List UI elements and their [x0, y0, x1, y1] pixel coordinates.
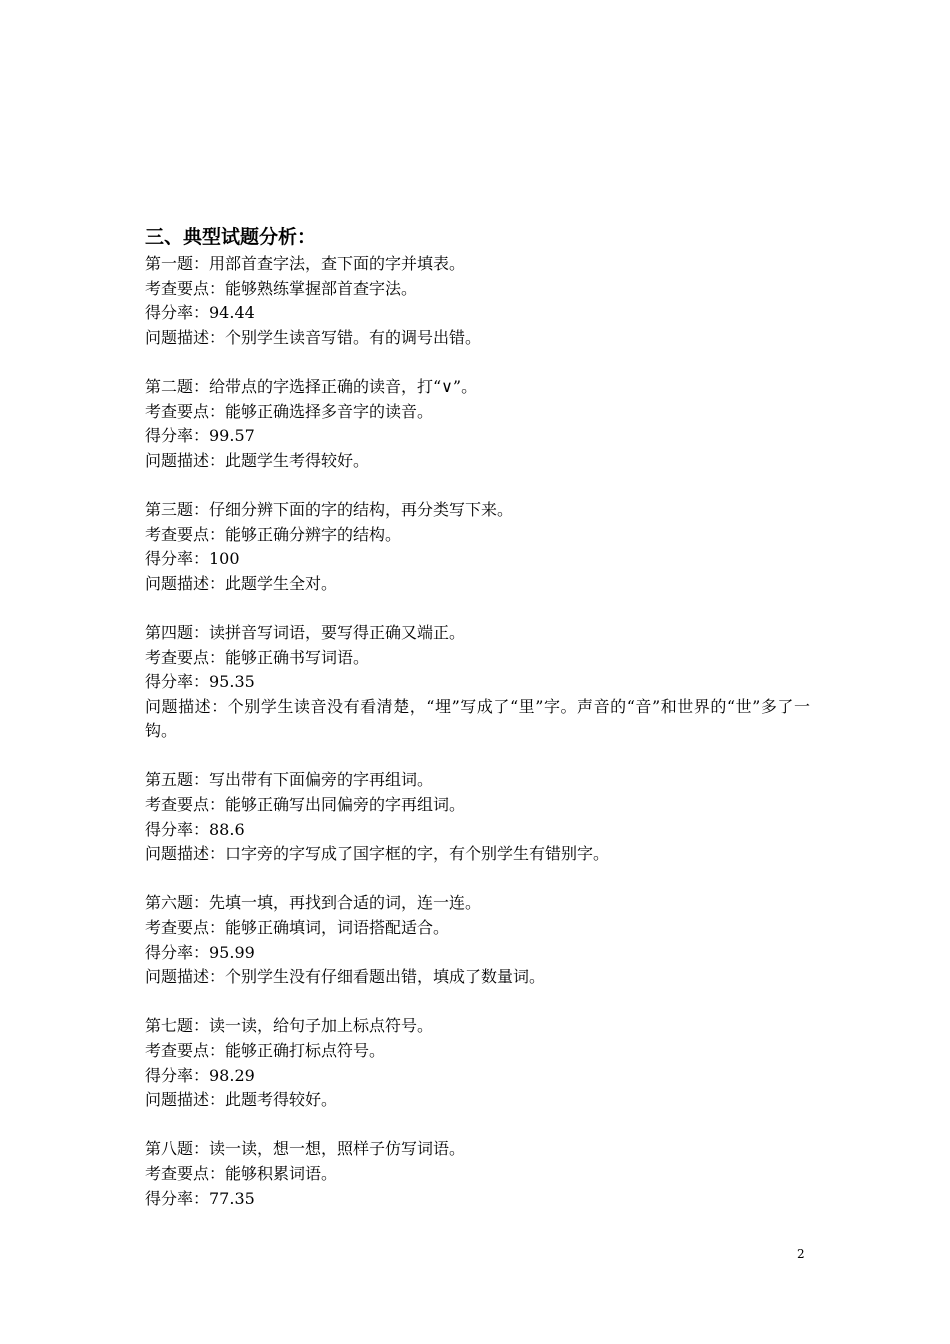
question-point: 考查要点：能够积累词语。 [145, 1163, 338, 1183]
question-issue: 问题描述：此题学生全对。 [145, 573, 338, 593]
question-point: 考查要点：能够正确写出同偏旁的字再组词。 [145, 795, 466, 815]
analysis-content [145, 222, 810, 1236]
question-3 [145, 498, 810, 596]
page-number: 2 [797, 1247, 805, 1261]
question-title: 第三题：仔细分辨下面的字的结构，再分类写下来。 [145, 499, 514, 519]
question-score: 得分率：95.99 [145, 942, 255, 962]
question-point: 考查要点：能够熟练掌握部首查字法。 [145, 278, 418, 298]
question-score: 得分率：88.6 [145, 819, 245, 839]
question-point: 考查要点：能够正确填词，词语搭配适合。 [145, 918, 450, 938]
section-heading: 三、典型试题分析： [145, 226, 317, 248]
question-title: 第二题：给带点的字选择正确的读音，打“∨”。 [145, 376, 478, 396]
question-issue: 问题描述：此题考得较好。 [145, 1090, 338, 1110]
question-point: 考查要点：能够正确书写词语。 [145, 647, 370, 667]
question-score: 得分率：77.35 [145, 1188, 255, 1208]
question-title: 第六题：先填一填，再找到合适的词，连一连。 [145, 893, 482, 913]
question-score: 得分率：99.57 [145, 426, 255, 446]
question-issue: 问题描述：口字旁的字写成了国字框的字，有个别学生有错别字。 [145, 844, 610, 864]
question-issue: 问题描述：此题学生考得较好。 [145, 450, 370, 470]
question-8 [145, 1137, 810, 1211]
question-point: 考查要点：能够正确打标点符号。 [145, 1041, 386, 1060]
question-2 [145, 375, 810, 473]
question-issue: 问题描述：个别学生没有仔细看题出错，填成了数量词。 [145, 967, 546, 987]
question-6 [145, 891, 810, 989]
question-title: 第五题：写出带有下面偏旁的字再组词。 [145, 770, 434, 790]
question-title: 第四题：读拼音写词语，要写得正确又端正。 [145, 622, 466, 642]
question-score: 得分率：100 [145, 549, 240, 569]
question-title: 第一题：用部首查字法，查下面的字并填表。 [145, 254, 466, 273]
question-title: 第八题：读一读，想一想，照样子仿写词语。 [145, 1139, 466, 1159]
question-1 [145, 252, 810, 350]
question-issue: 问题描述：个别学生读音没有看清楚，“埋”写成了“里”字。声音的“音”和世界的“世”多了一钩。 [145, 696, 810, 741]
question-issue: 问题描述：个别学生读音写错。有的调号出错。 [145, 327, 482, 347]
question-5 [145, 768, 810, 866]
question-point: 考查要点：能够正确分辨字的结构。 [145, 524, 402, 544]
question-4 [145, 621, 810, 744]
question-score: 得分率：98.29 [145, 1065, 255, 1085]
question-score: 得分率：94.44 [145, 303, 255, 323]
question-7 [145, 1014, 810, 1112]
question-title: 第七题：读一读，给句子加上标点符号。 [145, 1016, 434, 1036]
question-score: 得分率：95.35 [145, 672, 255, 692]
question-point: 考查要点：能够正确选择多音字的读音。 [145, 401, 434, 421]
